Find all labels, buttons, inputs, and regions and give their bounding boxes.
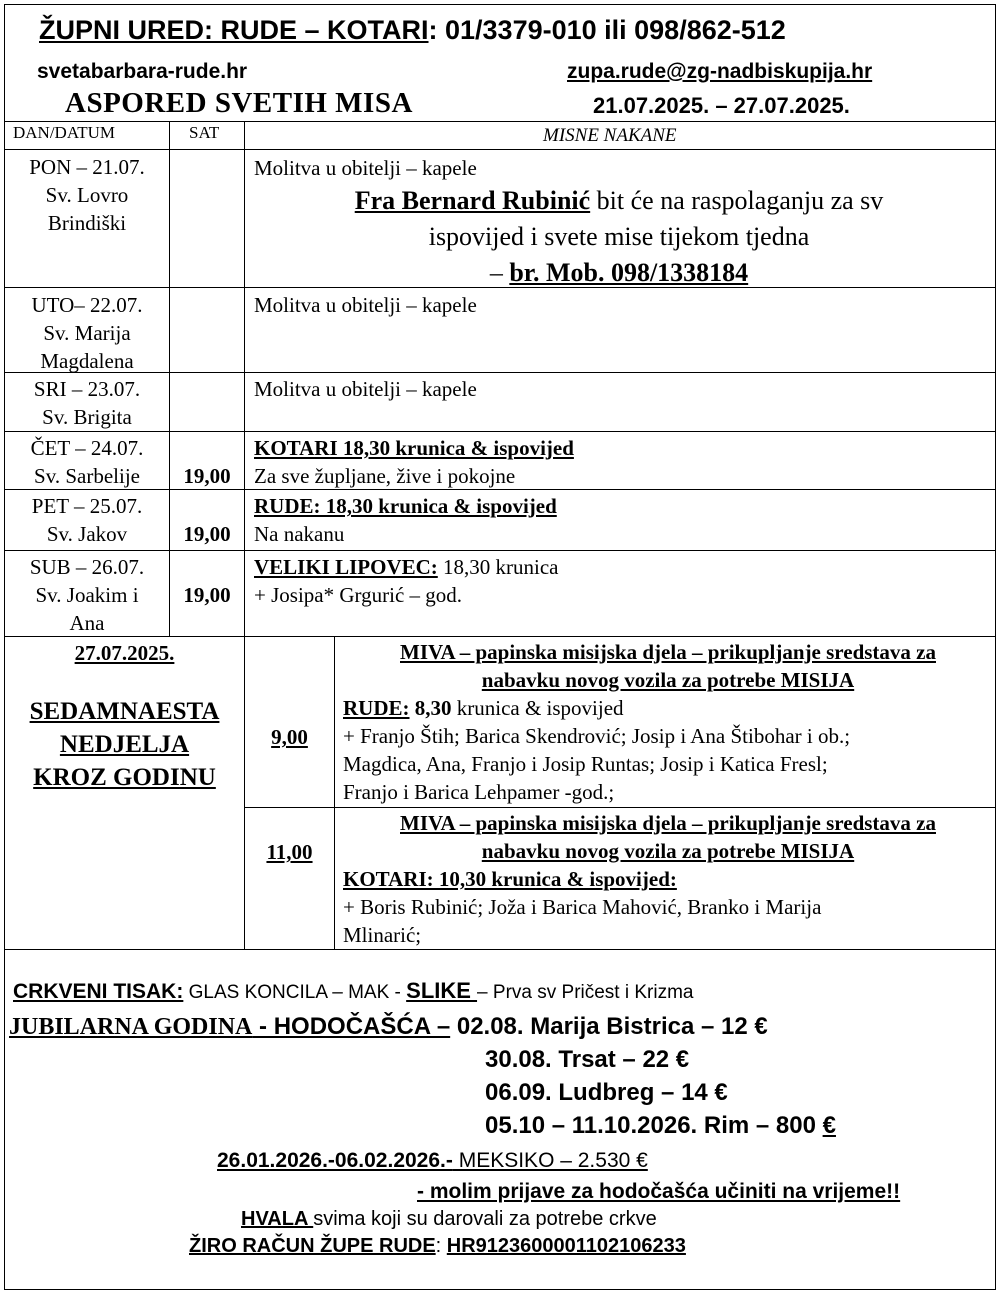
intention-text: Franjo i Barica Lehpamer -god.; [343,780,615,804]
mass-time-saturday: 19,00 [183,583,231,607]
day-cell-friday [5,492,169,548]
day-label: SRI – 23.07. [33,377,141,401]
intention-saturday [254,553,559,609]
header-office-line [39,15,786,46]
date-range: 21.07.2025. – 27.07.2025. [593,93,850,118]
press-label: CRKVENI TISAK: [13,980,184,1003]
schedule-title: ASPORED SVETIH MISA [65,87,413,119]
notice-confession [249,183,989,291]
sunday-title-line: SEDAMNAESTA [29,698,220,725]
press-slike: SLIKE [406,978,478,1003]
mexico-rest: MEKSIKO – 2.530 € [452,1149,648,1172]
press-rest: – Prva sv Pričest i Krizma [477,982,694,1003]
mexico-dates: 26.01.2026.-06.02.2026.- [217,1149,453,1172]
intention-thursday [254,434,574,490]
day-cell-monday [5,153,169,237]
saint-name: Sv. Joakim i [35,583,139,607]
intention-sunday-1 [343,638,993,806]
day-cell-wednesday [5,375,169,431]
intention-friday [254,492,557,548]
place-label: KOTARI: 10,30 krunica & ispovijed: [343,867,677,891]
jubilee-sep: - HODOČAŠĆA – [252,1013,451,1040]
sunday-title-line: KROZ GODINU [33,764,216,791]
miva-heading: MIVA – papinska misijska djela – prikupljanje sredstava za [400,640,936,664]
day-label: SUB – 26.07. [29,555,145,579]
day-cell-thursday [5,434,169,490]
intention-text: + Boris Rubinić; Joža i Barica Mahović, Branko i Marija [343,895,822,919]
account-line [189,1235,686,1258]
mass-time-sunday-2: 11,00 [266,840,313,864]
jubilee-line [9,1013,768,1041]
day-label: PON – 21.07. [29,155,145,179]
saint-name: Brindiški [47,211,127,235]
thanks-line [241,1208,657,1231]
intention-text: + Josipa* Grgurić – god. [254,583,463,607]
notice-text: ispovijed i svete mise tijekom tjedna [428,222,810,251]
intention-text: + Franjo Štih; Barica Skendrović; Josip i Ana Štibohar i ob.; [343,724,851,748]
notice-text: bit će na raspolaganju za sv [590,186,884,215]
euro-sign: € [822,1112,836,1139]
column-header-time: SAT [189,123,220,142]
intention-text: Za sve župljane, žive i pokojne [254,464,516,488]
intention-heading: RUDE: 18,30 krunica & ispovijed [254,494,557,518]
parish-bulletin [4,4,996,1290]
mass-time-thursday: 19,00 [183,464,231,488]
miva-heading: MIVA – papinska misijska djela – prikupljanje sredstava za [400,811,936,835]
notice-priest-name: Fra Bernard Rubinić [354,186,591,215]
intention-text: Magdica, Ana, Franjo i Josip Runtas; Josip i Katica Fresl; [343,752,828,776]
pilgrimage-item [485,1112,836,1140]
notice-dash: – [489,258,510,287]
saint-name: Sv. Lovro [45,183,129,207]
sunday-title [5,695,244,794]
saint-name: Ana [69,611,105,635]
saint-name: Sv. Brigita [42,405,132,429]
miva-heading: nabavku novog vozila za potrebe MISIJA [481,839,855,863]
intention-heading: VELIKI LIPOVEC: [254,555,438,579]
column-header-day: DAN/DATUM [13,123,115,142]
thanks-text: svima koji su darovali za potrebe crkve [313,1208,657,1230]
intention-text: Mlinarić; [343,923,422,947]
office-title: ŽUPNI URED: RUDE – KOTARI [39,15,429,45]
miva-heading: nabavku novog vozila za potrebe MISIJA [481,668,855,692]
website-link[interactable]: svetabarbara-rude.hr [37,60,248,83]
sunday-date: 27.07.2025. [74,641,175,665]
thanks-label: HVALA [241,1208,314,1230]
place-time: 8,30 [409,696,452,720]
day-label: PET – 25.07. [31,494,143,518]
saint-name: Magdalena [40,349,134,373]
account-number: HR9123600001102106233 [446,1235,686,1257]
intention-heading: KOTARI 18,30 krunica & ispovijed [254,436,574,460]
intention-text: 18,30 krunica [437,555,559,579]
day-label: UTO– 22.07. [31,293,143,317]
intention-sunday-2 [343,809,993,949]
intention-monday: Molitva u obitelji – kapele [254,156,477,180]
email-link[interactable]: zupa.rude@zg-nadbiskupija.hr [567,60,873,83]
account-label: ŽIRO RAČUN ŽUPE RUDE [189,1235,436,1257]
pilgrimage-item: 02.08. Marija Bistrica – 12 € [450,1013,768,1040]
pilgrimage-text: 05.10 – 11.10.2026. Rim – 800 [485,1112,823,1139]
day-label: ČET – 24.07. [30,436,144,460]
church-press-line [13,978,693,1004]
notice-phone: br. Mob. 098/1338184 [509,258,749,287]
saint-name: Sv. Jakov [46,522,128,546]
mass-time-friday: 19,00 [183,522,231,546]
saint-name: Sv. Marija [43,321,131,345]
sunday-title-line: NEDJELJA [59,731,190,758]
account-colon: : [435,1235,447,1257]
mass-time-sunday-1: 9,00 [271,725,308,749]
intention-wednesday: Molitva u obitelji – kapele [254,377,477,401]
intention-tuesday: Molitva u obitelji – kapele [254,293,477,317]
place-rest: krunica & ispovijed [451,696,624,720]
saint-name: Sv. Sarbelije [34,464,140,488]
pilgrimage-item: 30.08. Trsat – 22 € [485,1046,690,1073]
pilgrimage-item: 06.09. Ludbreg – 14 € [485,1079,728,1106]
place-label: RUDE: [343,696,410,720]
jubilee-label: JUBILARNA GODINA [9,1014,253,1040]
press-items: GLAS KONCILA – MAK - [183,982,407,1003]
day-cell-saturday [5,553,169,637]
signup-note: - molim prijave za hodočašća učiniti na vrijeme!! [417,1180,901,1203]
mexico-line [217,1149,648,1173]
day-cell-tuesday [5,291,169,375]
office-phones: : 01/3379-010 ili 098/862-512 [428,15,786,45]
column-header-intentions: MISNE NAKANE [543,125,677,146]
intention-text: Na nakanu [254,522,345,546]
